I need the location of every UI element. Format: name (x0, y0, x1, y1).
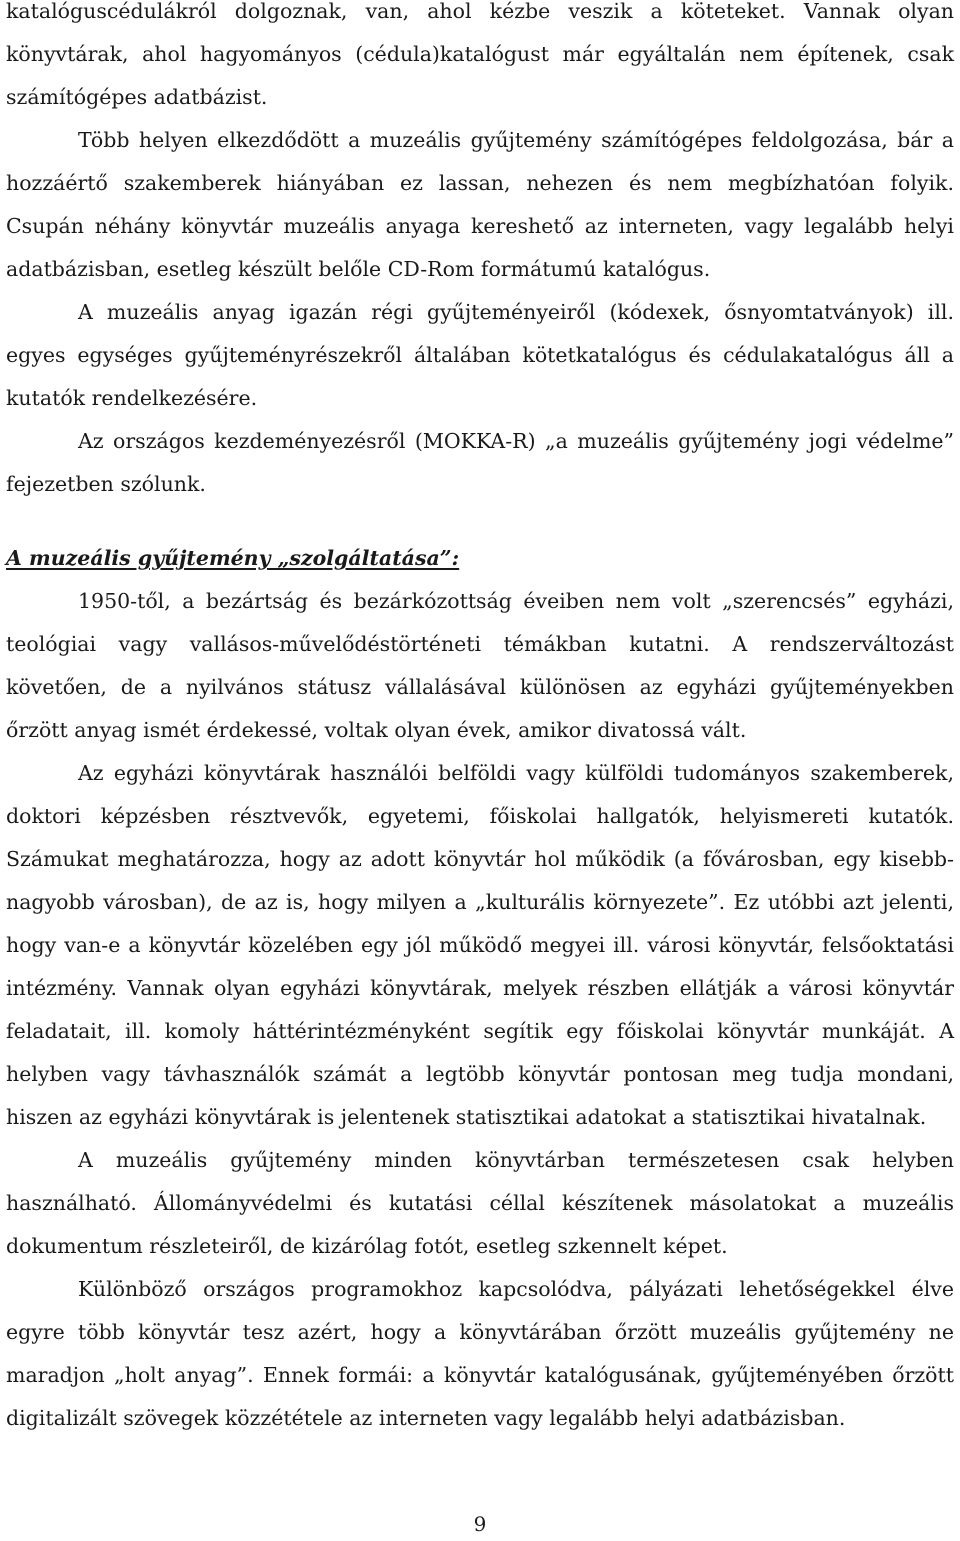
paragraph-history: 1950-től, a bezártság és bezárkózottság éveiben nem volt „szerencsés” egyházi, teológiai vagy vallásos-művelődéstörténeti témákban kutatni. A rendszerváltozást követően, de a nyilvános státusz vállalásával különösen az egyházi gyűjteményekben őrzött anyag ismét érdekessé, voltak olyan évek, amikor divatossá vált. (6, 589, 954, 742)
paragraph-programs: Különböző országos programokhoz kapcsolódva, pályázati lehetőségekkel élve egyre több könyvtár tesz azért, hogy a könyvtárában őrzött muzeális gyűjtemény ne maradjon „holt anyag”. Ennek formái: a könyvtár katalógusának, gyűjteményében őrzött digitalizált szövegek közzététele az interneten vagy legalább helyi adatbázisban. (6, 1277, 954, 1430)
paragraph-mokka: Az országos kezdeményezésről (MOKKA-R) „a muzeális gyűjtemény jogi védelme” fejezetben szólunk. (6, 429, 954, 496)
document-page (6, 0, 954, 1450)
paragraph-digitization: Több helyen elkezdődött a muzeális gyűjtemény számítógépes feldolgozása, bár a hozzáértő szakemberek hiányában ez lassan, nehezen és nem megbízhatóan folyik. Csupán néhány könyvtár muzeális anyaga kereshető az interneten, vagy legalább helyi adatbázisban, esetleg készült belőle CD-Rom formátumú katalógus. (6, 128, 954, 281)
paragraph-continuation: katalóguscédulákról dolgoznak, van, ahol kézbe veszik a köteteket. Vannak olyan könyvtárak, ahol hagyományos (cédula)katalógust már egyáltalán nem építenek, csak számítógépes adatbázist. (6, 0, 954, 109)
paragraph-old-collections: A muzeális anyag igazán régi gyűjteményeiről (kódexek, ősnyomtatványok) ill. egyes egységes gyűjteményrészekről általában kötetkatalógus és cédulakatalógus áll a kutatók rendelkezésére. (6, 300, 954, 410)
paragraph-users: Az egyházi könyvtárak használói belföldi vagy külföldi tudományos szakemberek, doktori képzésben résztvevők, egyetemi, főiskolai hallgatók, helyismereti kutatók. Számukat meghatározza, hogy az adott könyvtár hol működik (a fővárosban, egy kisebb-nagyobb városban), de az is, hogy milyen a „kulturális környezete”. Ez utóbbi azt jelenti, hogy van-e a könyvtár közelében egy jól működő megyei ill. városi könyvtár, felsőoktatási intézmény. Vannak olyan egyházi könyvtárak, melyek részben ellátják a városi könyvtár feladatait, ill. komoly háttérintézményként segítik egy főiskolai könyvtár munkáját. A helyben vagy távhasználók számát a legtöbb könyvtár pontosan meg tudja mondani, hiszen az egyházi könyvtárak is jelentenek statisztikai adatokat a statisztikai hivatalnak. (6, 761, 954, 1129)
paragraph-onsite-use: A muzeális gyűjtemény minden könyvtárban természetesen csak helyben használható. Állományvédelmi és kutatási céllal készítenek másolatokat a muzeális dokumentum részleteiről, de kizárólag fotót, esetleg szkennelt képet. (6, 1148, 954, 1258)
section-heading: A muzeális gyűjtemény „szolgáltatása”: (6, 546, 460, 570)
page-number: 9 (473, 1512, 487, 1536)
text-block-top (6, 0, 954, 1440)
